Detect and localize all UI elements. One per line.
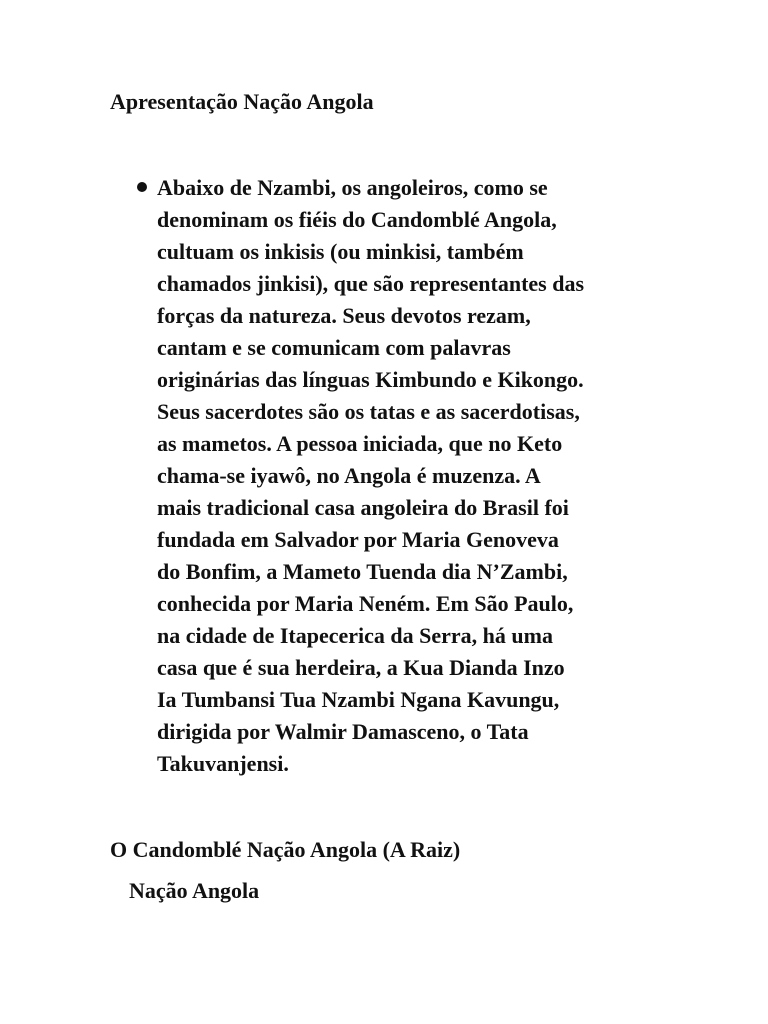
- text-line: Abaixo de Nzambi, os angoleiros, como se: [157, 175, 548, 200]
- text-line: casa que é sua herdeira, a Kua Dianda Inzo: [157, 655, 565, 680]
- text-line: na cidade de Itapecerica da Serra, há uma: [157, 623, 553, 648]
- document-title: Apresentação Nação Angola: [110, 89, 374, 114]
- text-line: forças da natureza. Seus devotos rezam,: [157, 303, 531, 328]
- text-line: do Bonfim, a Mameto Tuenda dia N’Zambi,: [157, 559, 568, 584]
- text-line: Takuvanjensi.: [157, 751, 289, 776]
- text-line: fundada em Salvador por Maria Genoveva: [157, 527, 559, 552]
- section-heading: O Candomblé Nação Angola (A Raiz): [110, 837, 461, 862]
- list-item: [133, 172, 673, 780]
- text-line: Seus sacerdotes são os tatas e as sacerdotisas,: [157, 399, 580, 424]
- text-line: denominam os fiéis do Candomblé Angola,: [157, 207, 557, 232]
- text-line: cultuam os inkisis (ou minkisi, também: [157, 239, 524, 264]
- text-line: conhecida por Maria Neném. Em São Paulo,: [157, 591, 574, 616]
- text-line: chamados jinkisi), que são representantes das: [157, 271, 585, 296]
- text-line: mais tradicional casa angoleira do Brasil foi: [157, 495, 569, 520]
- text-line: cantam e se comunicam com palavras: [157, 335, 511, 360]
- text-line: Ia Tumbansi Tua Nzambi Ngana Kavungu,: [157, 687, 560, 712]
- subheading: Nação Angola: [129, 878, 260, 903]
- text-line: as mametos. A pessoa iniciada, que no Keto: [157, 431, 563, 456]
- text-line: dirigida por Walmir Damasceno, o Tata: [157, 719, 529, 744]
- text-line: chama-se iyawô, no Angola é muzenza. A: [157, 463, 541, 488]
- bullet-icon: [137, 182, 147, 192]
- text-line: originárias das línguas Kimbundo e Kikongo.: [157, 367, 584, 392]
- bullet-list: [133, 172, 673, 780]
- paragraph-text: [157, 172, 673, 780]
